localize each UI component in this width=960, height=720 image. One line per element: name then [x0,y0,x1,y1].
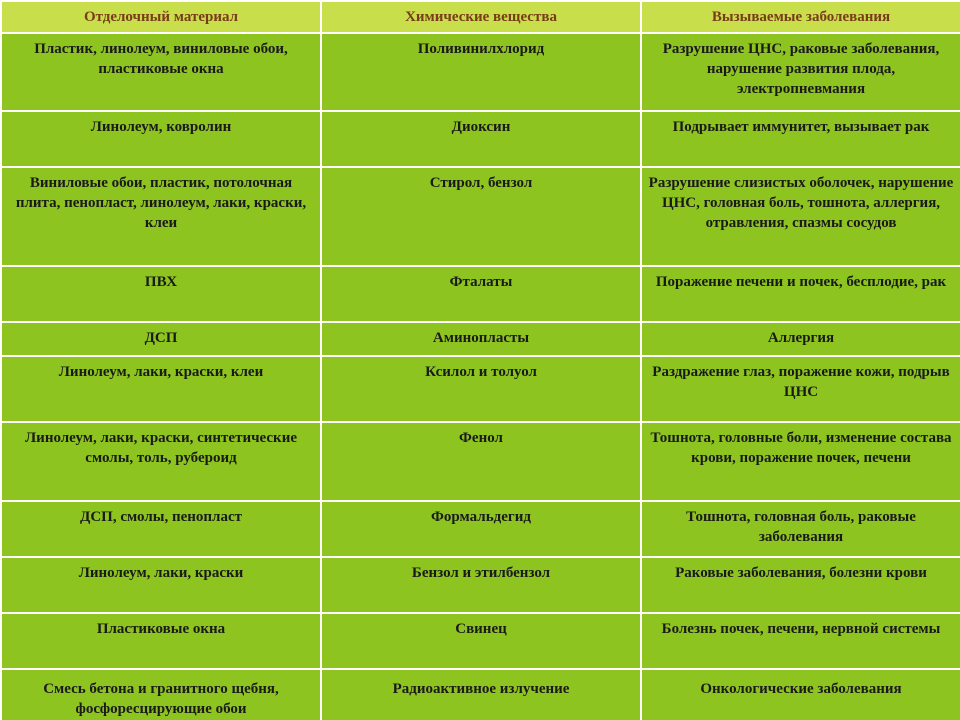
cell-material: Пластик, линолеум, виниловые обои, пластиковые окна [1,33,321,111]
cell-material: Линолеум, лаки, краски [1,557,321,613]
cell-material: Линолеум, лаки, краски, синтетические смолы, толь, рубероид [1,422,321,501]
table-row [1,613,960,669]
table-row [1,557,960,613]
cell-chemical: Аминопласты [321,322,641,356]
table-row [1,111,960,167]
table-row [1,322,960,356]
cell-material: Виниловые обои, пластик, потолочная плита, пенопласт, линолеум, лаки, краски, клеи [1,167,321,266]
table-row [1,167,960,266]
table-row [1,501,960,557]
cell-chemical: Радиоактивное излучение [321,669,641,720]
cell-material: ДСП, смолы, пенопласт [1,501,321,557]
cell-disease: Тошнота, головная боль, раковые заболевания [641,501,960,557]
cell-material: Линолеум, ковролин [1,111,321,167]
cell-chemical: Фталаты [321,266,641,322]
cell-disease: Раковые заболевания, болезни крови [641,557,960,613]
header-chemical: Химические вещества [321,1,641,33]
table-row [1,33,960,111]
cell-chemical: Стирол, бензол [321,167,641,266]
cell-disease: Поражение печени и почек, бесплодие, рак [641,266,960,322]
cell-material: Пластиковые окна [1,613,321,669]
table-row [1,356,960,422]
cell-chemical: Поливинилхлорид [321,33,641,111]
table-header-row [1,1,960,33]
header-disease: Вызываемые заболевания [641,1,960,33]
header-material: Отделочный материал [1,1,321,33]
cell-material: ДСП [1,322,321,356]
cell-disease: Аллергия [641,322,960,356]
table-row [1,669,960,720]
cell-chemical: Фенол [321,422,641,501]
cell-disease: Болезнь почек, печени, нервной системы [641,613,960,669]
cell-disease: Тошнота, головные боли, изменение состава крови, поражение почек, печени [641,422,960,501]
table-row [1,266,960,322]
table-row [1,422,960,501]
cell-chemical: Ксилол и толуол [321,356,641,422]
cell-material: Линолеум, лаки, краски, клеи [1,356,321,422]
cell-chemical: Бензол и этилбензол [321,557,641,613]
cell-chemical: Диоксин [321,111,641,167]
cell-disease: Разрушение слизистых оболочек, нарушение ЦНС, головная боль, тошнота, аллергия, отравления, спазмы сосудов [641,167,960,266]
cell-disease: Разрушение ЦНС, раковые заболевания, нарушение развития плода, электропневмания [641,33,960,111]
cell-disease: Онкологические заболевания [641,669,960,720]
cell-material: Смесь бетона и гранитного щебня, фосфоресцирующие обои [1,669,321,720]
cell-material: ПВХ [1,266,321,322]
cell-chemical: Формальдегид [321,501,641,557]
cell-chemical: Свинец [321,613,641,669]
cell-disease: Раздражение глаз, поражение кожи, подрыв ЦНС [641,356,960,422]
cell-disease: Подрывает иммунитет, вызывает рак [641,111,960,167]
